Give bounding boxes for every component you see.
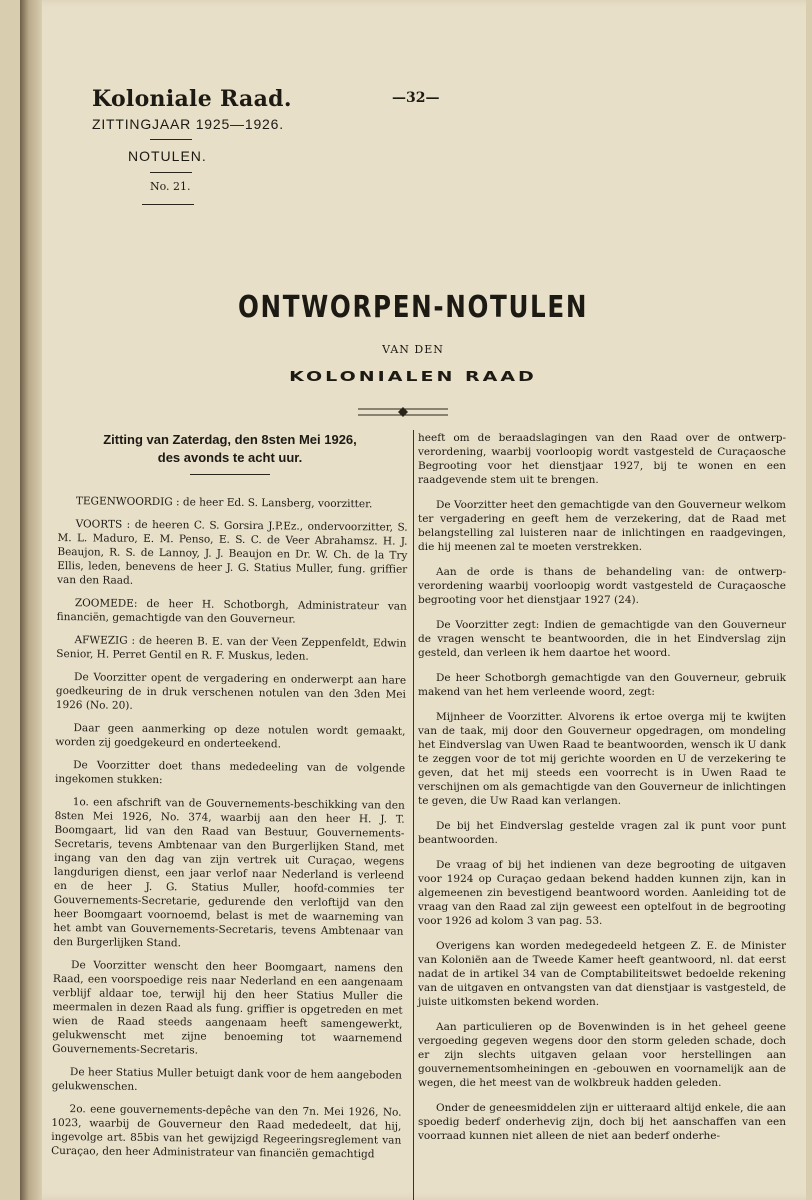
paragraph: De heer Schotborgh gemachtigde van den Gouverneur, gebruik makend van het hem verleende woord, zegt: bbox=[418, 672, 786, 698]
session-line-1: Zitting van Zaterdag, den 8sten Mei 1926, bbox=[103, 432, 357, 447]
paragraph: 1o. een afschrift van de Gouvernements-beschikking van den 8sten Mei 1926, No. 374, waarbij aan den heer H. J. T. Boomgaart, lid van den Raad van Bestuur, Gouvernements-Secretaris, tevens Ambtenaar van den Burgerlijken Stand, met ingang van den dag van zijn vertrek uit Curaçao, wegens langdurigen dienst, een jaar verlof naar Nederland is verleend en de heer J. G. Statius Muller, hoofd-commies ter Gouvernements-Secretarie, gedurende den verloftijd van den heer Boomgaart voornoemd, belast is met de waarneming van het ambt van Gouvernements-Secretaris, tevens Ambtenaar van den Burgerlijken Stand. bbox=[53, 796, 405, 950]
session-heading bbox=[60, 431, 400, 467]
paragraph: Aan particulieren op de Bovenwinden is in het geheel geene vergoeding gegeven wegens door den storm geleden schade, doch er zijn slechts uitgaven gelaan voor herstellingen aan gouvernementsomheiningen en -gebouwen en voornamelijk aan de wegen, die het meest van de wolkbreuk hadden geleden. bbox=[418, 1021, 786, 1089]
book-gutter bbox=[20, 0, 42, 1200]
document-number: No. 21. bbox=[150, 180, 191, 193]
right-column bbox=[418, 431, 786, 1154]
paragraph: 2o. eene gouvernements-depêche van den 7n. Mei 1926, No. 1023, waarbij de Gouverneur den Raad mededeelt, dat hij, ingevolge art. 85bis van het gewijzigd Regeeringsreglement van Curaçao, den heer Administrateur van financiën gemachtigd bbox=[51, 1103, 402, 1161]
paragraph: Aan de orde is thans de behandeling van: de ontwerp-verordening waarbij voorloopig wordt vastgesteld de Curaçaosche begrooting voor het dienstjaar 1927 (24). bbox=[418, 566, 786, 606]
notulen-rule bbox=[150, 172, 192, 173]
paragraph: Daar geen aanmerking op deze notulen wordt gemaakt, worden zij goedgekeurd en onderteekend. bbox=[55, 722, 406, 751]
paragraph: De vraag of bij het indienen van deze begrooting de uitgaven voor 1924 op Curaçao gedaan bekend hadden kunnen zijn, kan in algemeenen zin bevestigend beantwoord worden. Aanleiding tot de vraag van den Raad zal zijn geweest een optelfout in de begrooting voor 1926 ad kolom 3 van pag. 53. bbox=[418, 859, 786, 927]
session-line-2: des avonds te acht uur. bbox=[157, 450, 303, 465]
document-page bbox=[20, 0, 806, 1200]
paragraph: De Voorzitter zegt: Indien de gemachtigde van den Gouverneur de vragen wenscht te beantwoorden, die in het Eindverslag zijn gesteld, dan verleen ik hem daartoe het woord. bbox=[418, 619, 786, 659]
paragraph: heeft om de beraadslagingen van den Raad over de ontwerp-verordening, waarbij voorloopig wordt vastgesteld de Curaçaosche Begrooting voor het dienstjaar 1927, bij te wonen en een raadgevende stem uit te brengen. bbox=[418, 432, 786, 486]
paragraph: De bij het Eindverslag gestelde vragen zal ik punt voor punt beantwoorden. bbox=[418, 820, 786, 846]
main-title: ONTWORPEN-NOTULEN bbox=[237, 290, 589, 325]
van-den-label: VAN DEN bbox=[382, 343, 444, 356]
header-rule bbox=[150, 139, 192, 140]
page-number: —32— bbox=[392, 90, 440, 106]
ornament-divider bbox=[358, 404, 448, 420]
paragraph: TEGENWOORDIG : de heer Ed. S. Lansberg, voorzitter. bbox=[75, 495, 373, 511]
paragraph: De Voorzitter doet thans mededeeling van de volgende ingekomen stukken: bbox=[54, 759, 406, 787]
paragraph: De heer Statius Muller betuigt dank voor de hem aangeboden gelukwenschen. bbox=[51, 1066, 402, 1093]
header-block bbox=[92, 86, 292, 132]
paragraph: AFWEZIG : de heeren B. E. van der Veen Zeppenfeldt, Edwin Senior, H. Perret Gentil en R. F. Muskus, leden. bbox=[56, 634, 407, 663]
paragraph: ZOOMEDE: de heer H. Schotborgh, Administrateur van financiën, gemachtigde van den Gouverneur. bbox=[56, 597, 407, 626]
notulen-label: NOTULEN. bbox=[128, 148, 207, 164]
paragraph: De Voorzitter opent de vergadering en onderwerpt aan hare goedkeuring de in druk verschenen notulen van den 3den Mei 1926 (No. 20). bbox=[55, 671, 407, 712]
paragraph: Mijnheer de Voorzitter. Alvorens ik ertoe overga mij te kwijten van de taak, mij door den Gouverneur opgedragen, om mondeling het Eindverslag van Uwen Raad te beantwoorden, wensch ik U dank te zeggen voor de tot mij gerichte woorden en U de verzekering te geven, dat het mij steeds een voorrecht is in Uwen Raad te verschijnen om als gemachtigde van den Gouverneur de inlichtingen te geven, die Uw Raad kan verlangen. bbox=[418, 711, 786, 807]
paragraph: Onder de geneesmiddelen zijn er uitteraard altijd enkele, die aan spoedig bederf onderhevig zijn, doch bij het aanschaffen van een voorraad kunnen niet alleen de niet aan bederf onderhe- bbox=[418, 1102, 786, 1142]
paragraph: De Voorzitter heet den gemachtigde van den Gouverneur welkom ter vergadering en geeft hem de verzekering, dat de Raad met belangstelling zal luisteren naar de inlichtingen en raadgevingen, die hij meenen zal te moeten verstrekken. bbox=[418, 499, 786, 553]
header-title: Koloniale Raad. bbox=[92, 86, 292, 112]
paragraph: VOORTS : de heeren C. S. Gorsira J.P.Ez., ondervoorzitter, S. M. L. Maduro, E. M. Penso, E. S. C. de Veer Abrahamsz. H. J. Beaujon, R. S. de Lannoy, J. J. Beaujon en Dr. W. Ch. de la Try Ellis, leden, benevens de heer J. G. Statius Muller, fung. griffier van den Raad. bbox=[57, 518, 408, 587]
number-rule bbox=[142, 204, 194, 205]
paragraph: De Voorzitter wenscht den heer Boomgaart, namens den Raad, een voorspoedige reis naar Nederland en een aangenaam verblijf aldaar toe, terwijl hij den heer Statius Muller die meermalen in dezen Raad als fung. griffier is opgetreden en met wien de Raad steeds aangenaam heeft samengewerkt, gelukwenscht met zijne benoeming tot waarnemend Gouvernements-Secretaris. bbox=[52, 959, 404, 1057]
paragraph: Overigens kan worden medegedeeld hetgeen Z. E. de Minister van Koloniën aan de Tweede Kamer heeft geantwoord, nl. dat eerst nadat de in artikel 34 van de Comptabiliteitswet bedoelde rekening van de uitgaven en ontvangsten van dat dienstjaar is vastgesteld, de juiste uitkomsten bekend worden. bbox=[418, 940, 786, 1008]
session-year: ZITTINGJAAR 1925—1926. bbox=[92, 116, 284, 132]
left-column bbox=[51, 494, 408, 1171]
session-rule bbox=[190, 474, 270, 475]
column-divider bbox=[413, 430, 414, 1200]
raad-title: KOLONIALEN RAAD bbox=[289, 369, 537, 385]
